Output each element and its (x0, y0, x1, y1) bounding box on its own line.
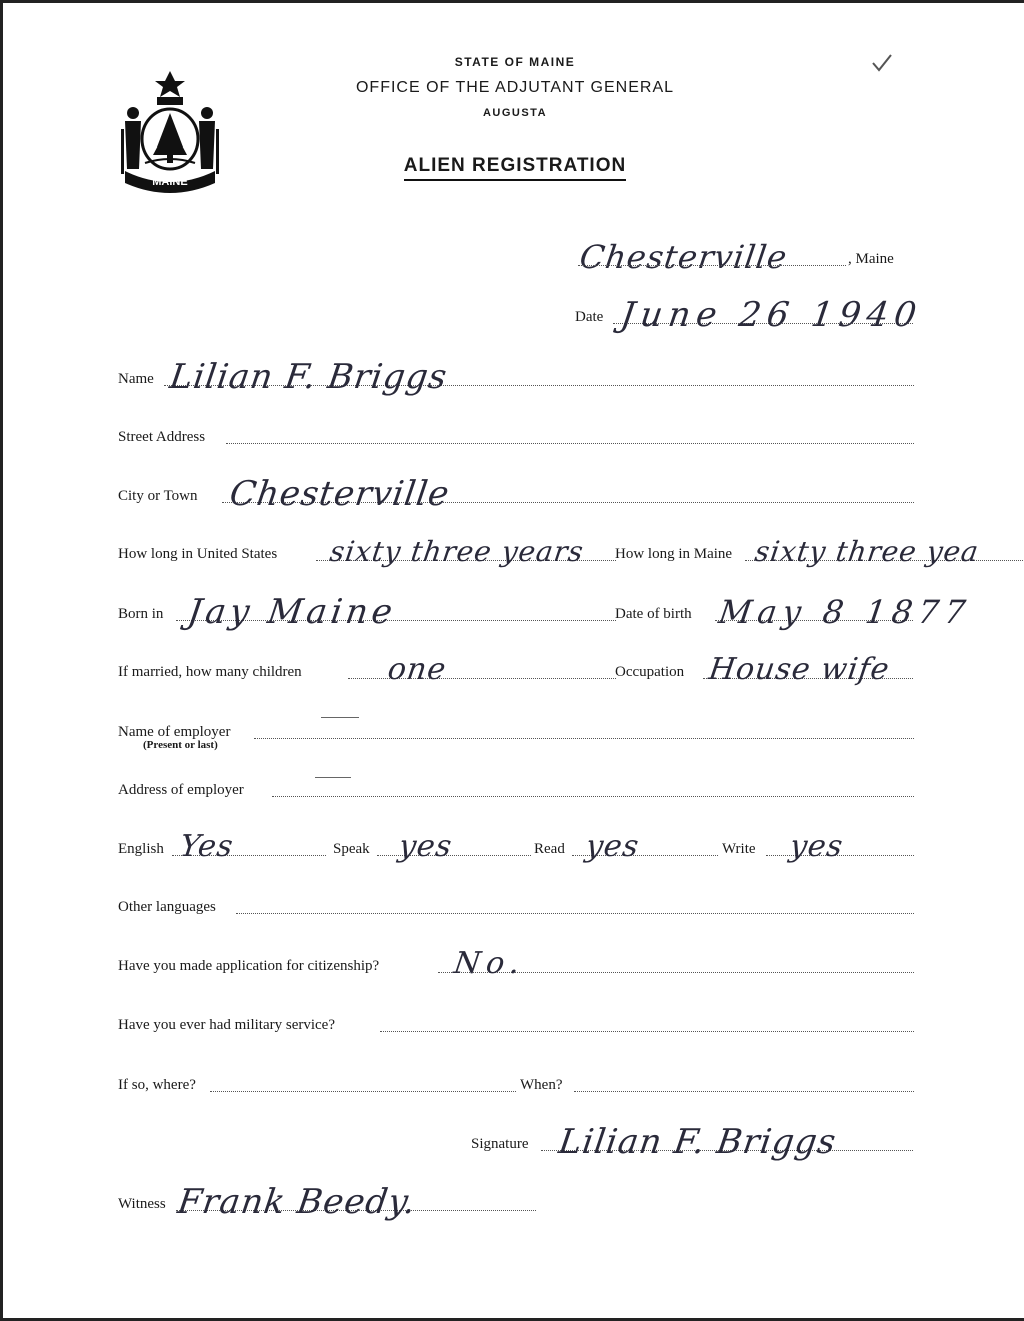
employer-sublabel: (Present or last) (143, 739, 218, 751)
date-of-birth-value: May 8 1877 (716, 593, 974, 631)
years-us-label: How long in United States (118, 546, 278, 562)
witness-field[interactable] (118, 1182, 538, 1222)
write-label: Write (722, 841, 756, 857)
service-when-field[interactable] (520, 1074, 915, 1096)
speak-label: Speak (333, 841, 370, 857)
date-of-birth-label: Date of birth (615, 606, 692, 622)
write-field[interactable] (722, 829, 915, 864)
employer-address-field[interactable] (118, 779, 915, 801)
citizenship-label: Have you made application for citizenship? (118, 958, 380, 974)
date-value: June 26 1940 (618, 295, 925, 335)
town-value: Chesterville (577, 238, 790, 276)
employer-address-label: Address of employer (118, 782, 244, 798)
service-when-label: When? (520, 1077, 563, 1093)
maine-suffix-label: , Maine (848, 251, 894, 267)
employer-dash (321, 717, 359, 718)
military-service-field[interactable] (118, 1014, 915, 1036)
service-where-field[interactable] (118, 1074, 518, 1096)
header-office: OFFICE OF THE ADJUTANT GENERAL (355, 79, 675, 96)
other-languages-label: Other languages (118, 899, 216, 915)
page-title: ALIEN REGISTRATION (3, 155, 1024, 177)
header-city: AUGUSTA (482, 107, 548, 119)
street-address-field[interactable] (118, 426, 915, 448)
read-label: Read (534, 841, 565, 857)
witness-label: Witness (118, 1196, 166, 1212)
city-label: City or Town (118, 488, 198, 504)
children-field[interactable] (118, 652, 618, 687)
employer-field[interactable] (118, 721, 915, 743)
occupation-field[interactable] (615, 652, 915, 687)
town-field[interactable] (568, 238, 918, 276)
years-maine-label: How long in Maine (615, 546, 733, 562)
military-service-label: Have you ever had military service? (118, 1017, 335, 1033)
years-maine-value: sixty three yea (752, 535, 982, 568)
signature-value: Lilian F. Briggs (556, 1122, 839, 1162)
speak-field[interactable] (333, 829, 533, 864)
date-of-birth-field[interactable] (615, 593, 974, 631)
english-label: English (118, 841, 164, 857)
signature-label: Signature (471, 1136, 529, 1152)
children-value: one (385, 652, 449, 687)
years-us-value: sixty three years (327, 535, 587, 568)
birthplace-field[interactable] (118, 592, 618, 632)
city-value: Chesterville (227, 474, 453, 514)
citizenship-field[interactable] (118, 946, 915, 981)
date-label: Date (575, 309, 604, 325)
years-us-field[interactable] (118, 535, 618, 568)
occupation-value: House wife (706, 652, 892, 687)
english-value: Yes (177, 829, 236, 864)
read-field[interactable] (534, 829, 720, 864)
street-address-label: Street Address (118, 429, 206, 445)
city-field[interactable] (118, 474, 915, 514)
name-label: Name (118, 371, 154, 387)
write-value: yes (787, 829, 846, 864)
name-field[interactable] (118, 357, 915, 397)
birthplace-value: Jay Maine (185, 592, 399, 632)
service-where-label: If so, where? (118, 1077, 196, 1093)
read-value: yes (583, 829, 642, 864)
birthplace-label: Born in (118, 606, 164, 622)
date-field[interactable] (575, 295, 925, 335)
employer-address-dash (315, 777, 351, 778)
occupation-label: Occupation (615, 664, 685, 680)
citizenship-value: No. (451, 946, 528, 981)
witness-value: Frank Beedy. (175, 1182, 419, 1222)
english-field[interactable] (118, 829, 328, 864)
children-label: If married, how many children (118, 664, 302, 680)
header-state: STATE OF MAINE (454, 55, 576, 69)
signature-field[interactable] (471, 1122, 915, 1162)
name-value: Lilian F. Briggs (167, 357, 450, 397)
other-languages-field[interactable] (118, 896, 915, 918)
years-maine-field[interactable] (615, 535, 1024, 568)
speak-value: yes (396, 829, 455, 864)
employer-label: Name of employer (118, 724, 231, 740)
svg-text:MAINE: MAINE (152, 176, 188, 188)
